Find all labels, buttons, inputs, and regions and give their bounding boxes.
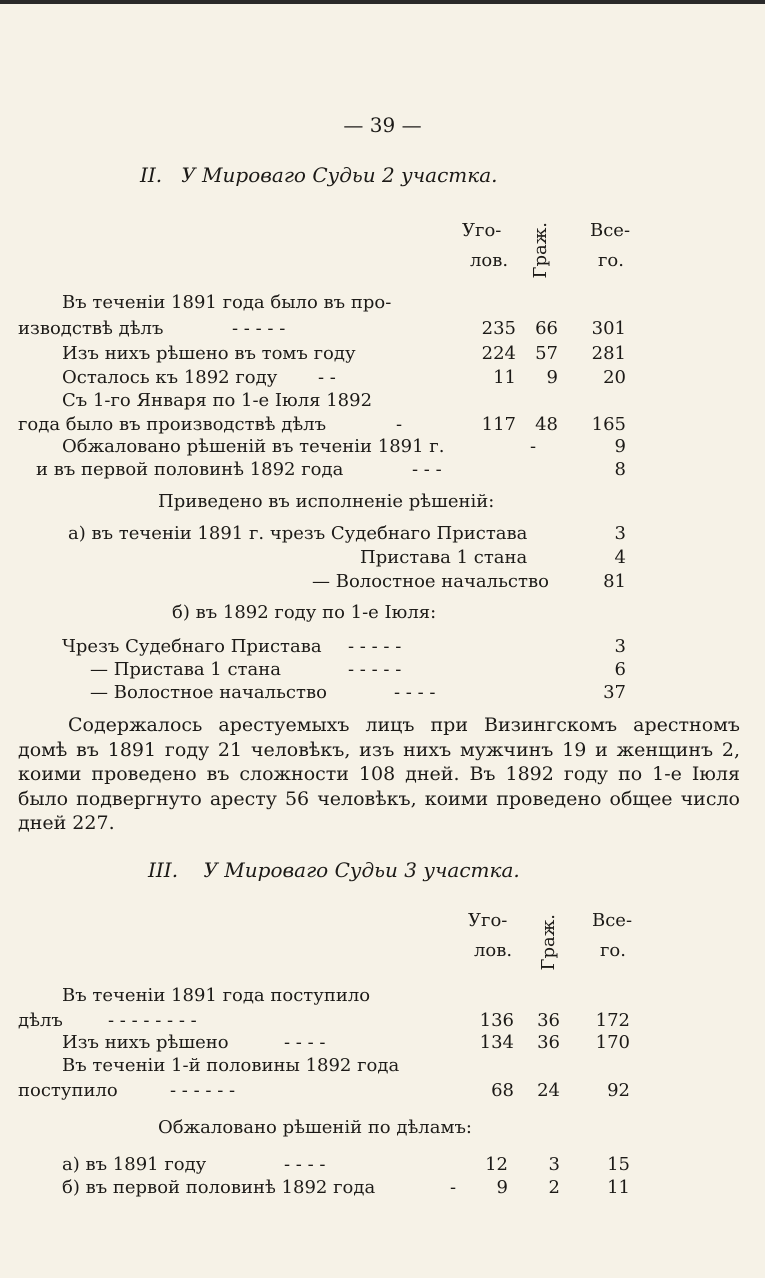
s3-appeal-row0-c: 15 bbox=[607, 1154, 630, 1175]
s2-row1-a: 235 bbox=[481, 318, 516, 339]
s3-row1-label: дѣлъ bbox=[18, 1010, 63, 1031]
s2-row3-dots: - - bbox=[318, 367, 336, 388]
s2-exec-a-label: а) въ теченіи 1891 г. чрезъ Судебнаго Пристава bbox=[68, 523, 528, 544]
s2-row3-b: 9 bbox=[546, 367, 558, 388]
section2-col-c-header: Все- bbox=[590, 220, 631, 241]
section2-col-b-header: Граж. bbox=[530, 222, 551, 279]
s2-row0-label: Въ теченіи 1891 года было въ про- bbox=[62, 292, 392, 313]
s2-row7-label: и въ первой половинѣ 1892 года bbox=[36, 459, 344, 480]
s2-exec-b-row1-val: 6 bbox=[614, 659, 626, 680]
s2-exec-a3-val: 81 bbox=[603, 571, 626, 592]
s3-row4-c: 92 bbox=[607, 1080, 630, 1101]
s2-row1-c: 301 bbox=[591, 318, 626, 339]
s2-exec-b-row0-dots: - - - - - bbox=[348, 636, 402, 657]
scan-edge bbox=[0, 0, 765, 4]
s2-row6-c: 9 bbox=[614, 436, 626, 457]
s2-exec-a-val: 3 bbox=[614, 523, 626, 544]
s3-row4-label: поступило bbox=[18, 1080, 118, 1101]
s3-row3-label: Въ теченіи 1-й половины 1892 года bbox=[62, 1055, 400, 1076]
s2-exec-heading: Приведено въ исполненіе рѣшеній: bbox=[158, 491, 495, 512]
s2-exec-b-row0-label: Чрезъ Судебнаго Пристава bbox=[62, 636, 322, 657]
s3-appeal-row1-b: 2 bbox=[548, 1177, 560, 1198]
s2-exec-a2-label: Пристава 1 стана bbox=[360, 547, 528, 568]
s2-row7-dots: - - - bbox=[412, 459, 442, 480]
section3-title-text: У Мировагo Судьи 3 участка. bbox=[203, 858, 520, 882]
s3-appeal-row1-a: 9 bbox=[496, 1177, 508, 1198]
s2-exec-b-row2-label: — Волостное начальство bbox=[90, 682, 327, 703]
s2-row5-b: 48 bbox=[535, 414, 558, 435]
s2-paragraph: Содержалось арестуемыхъ лицъ при Визингскомъ арестномъ домѣ въ 1891 году 21 человѣкъ, изъ нихъ мужчинъ 19 и женщинъ 2, коими проведено въ сложности 108 дней. Въ 1892 году по 1-е Іюля было подвергнуто аресту 56 человѣкъ, коими проведено общее число дней 227. bbox=[18, 714, 740, 834]
section3-col-c-header: Все- bbox=[592, 910, 633, 931]
s3-row1-c: 172 bbox=[595, 1010, 630, 1031]
s3-appeal-row1-c: 11 bbox=[607, 1177, 630, 1198]
s2-row5-a: 117 bbox=[481, 414, 516, 435]
s3-row2-a: 134 bbox=[479, 1032, 514, 1053]
section2-title bbox=[140, 164, 497, 186]
s3-appeal-row1-dots: - bbox=[450, 1177, 457, 1198]
s2-row2-a: 224 bbox=[481, 343, 516, 364]
s3-appeal-heading: Обжаловано рѣшеній по дѣламъ: bbox=[158, 1117, 472, 1138]
section3-title bbox=[148, 859, 520, 881]
s2-exec-b-row1-dots: - - - - - bbox=[348, 659, 402, 680]
s2-row1-b: 66 bbox=[535, 318, 558, 339]
page-number: — 39 — bbox=[343, 113, 422, 137]
s3-appeal-row0-label: а) въ 1891 году bbox=[62, 1154, 207, 1175]
section2-title-text: У Мировагo Судьи 2 участка. bbox=[181, 163, 498, 187]
s2-row7-c: 8 bbox=[614, 459, 626, 480]
s2-exec-b-row2-val: 37 bbox=[603, 682, 626, 703]
s3-row0-label: Въ теченіи 1891 года поступило bbox=[62, 985, 371, 1006]
section3-col-a-header: Уго- bbox=[468, 910, 508, 931]
s2-row1-label: изводствѣ дѣлъ bbox=[18, 318, 164, 339]
s3-row4-a: 68 bbox=[491, 1080, 514, 1101]
s3-row2-dots: - - - - bbox=[284, 1032, 326, 1053]
s2-row1-dots: - - - - - bbox=[232, 318, 286, 339]
s3-appeal-row1-label: б) въ первой половинѣ 1892 года bbox=[62, 1177, 376, 1198]
s2-exec-b-label: б) въ 1892 году по 1-е Іюля: bbox=[172, 602, 437, 623]
s2-row6-dots: - bbox=[530, 436, 537, 457]
s2-row3-c: 20 bbox=[603, 367, 626, 388]
s2-row5-label: года было въ производствѣ дѣлъ bbox=[18, 414, 327, 435]
section2-col-a-header: Уго- bbox=[462, 220, 502, 241]
s2-exec-a3-label: — Волостное начальство bbox=[312, 571, 549, 592]
s2-row5-c: 165 bbox=[591, 414, 626, 435]
s3-appeal-row0-a: 12 bbox=[485, 1154, 508, 1175]
s3-row2-c: 170 bbox=[595, 1032, 630, 1053]
s3-row4-dots: - - - - - - bbox=[170, 1080, 236, 1101]
s2-row2-b: 57 bbox=[535, 343, 558, 364]
s3-row2-b: 36 bbox=[537, 1032, 560, 1053]
s2-row4-label: Съ 1-го Января по 1-е Іюля 1892 bbox=[62, 390, 373, 411]
s2-exec-b-row0-val: 3 bbox=[614, 636, 626, 657]
section2-col-a-header-2: лов. bbox=[470, 250, 509, 271]
section3-col-b-header: Граж. bbox=[538, 914, 559, 971]
s2-exec-b-row2-dots: - - - - bbox=[394, 682, 436, 703]
s3-row1-b: 36 bbox=[537, 1010, 560, 1031]
section3-title-num: III. bbox=[148, 858, 179, 882]
s2-row2-label: Изъ нихъ рѣшено въ томъ году bbox=[62, 343, 356, 364]
section3-col-a-header-2: лов. bbox=[474, 940, 513, 961]
s3-row1-a: 136 bbox=[479, 1010, 514, 1031]
s3-appeal-row0-b: 3 bbox=[548, 1154, 560, 1175]
section3-col-c-header-2: го. bbox=[600, 940, 626, 961]
s3-row2-label: Изъ нихъ рѣшено bbox=[62, 1032, 229, 1053]
s3-row1-dots: - - - - - - - - bbox=[108, 1010, 197, 1031]
s3-row4-b: 24 bbox=[537, 1080, 560, 1101]
s2-row3-a: 11 bbox=[493, 367, 516, 388]
s2-row6-label: Обжаловано рѣшеній въ теченіи 1891 г. bbox=[62, 436, 445, 457]
s2-exec-b-row1-label: — Пристава 1 стана bbox=[90, 659, 281, 680]
section2-title-num: II. bbox=[140, 163, 163, 187]
s2-row2-c: 281 bbox=[591, 343, 626, 364]
section2-col-c-header-2: го. bbox=[598, 250, 624, 271]
s2-row3-label: Осталось къ 1892 году bbox=[62, 367, 278, 388]
s2-exec-a2-val: 4 bbox=[614, 547, 626, 568]
s3-appeal-row0-dots: - - - - bbox=[284, 1154, 326, 1175]
s2-row5-dots: - bbox=[396, 414, 403, 435]
